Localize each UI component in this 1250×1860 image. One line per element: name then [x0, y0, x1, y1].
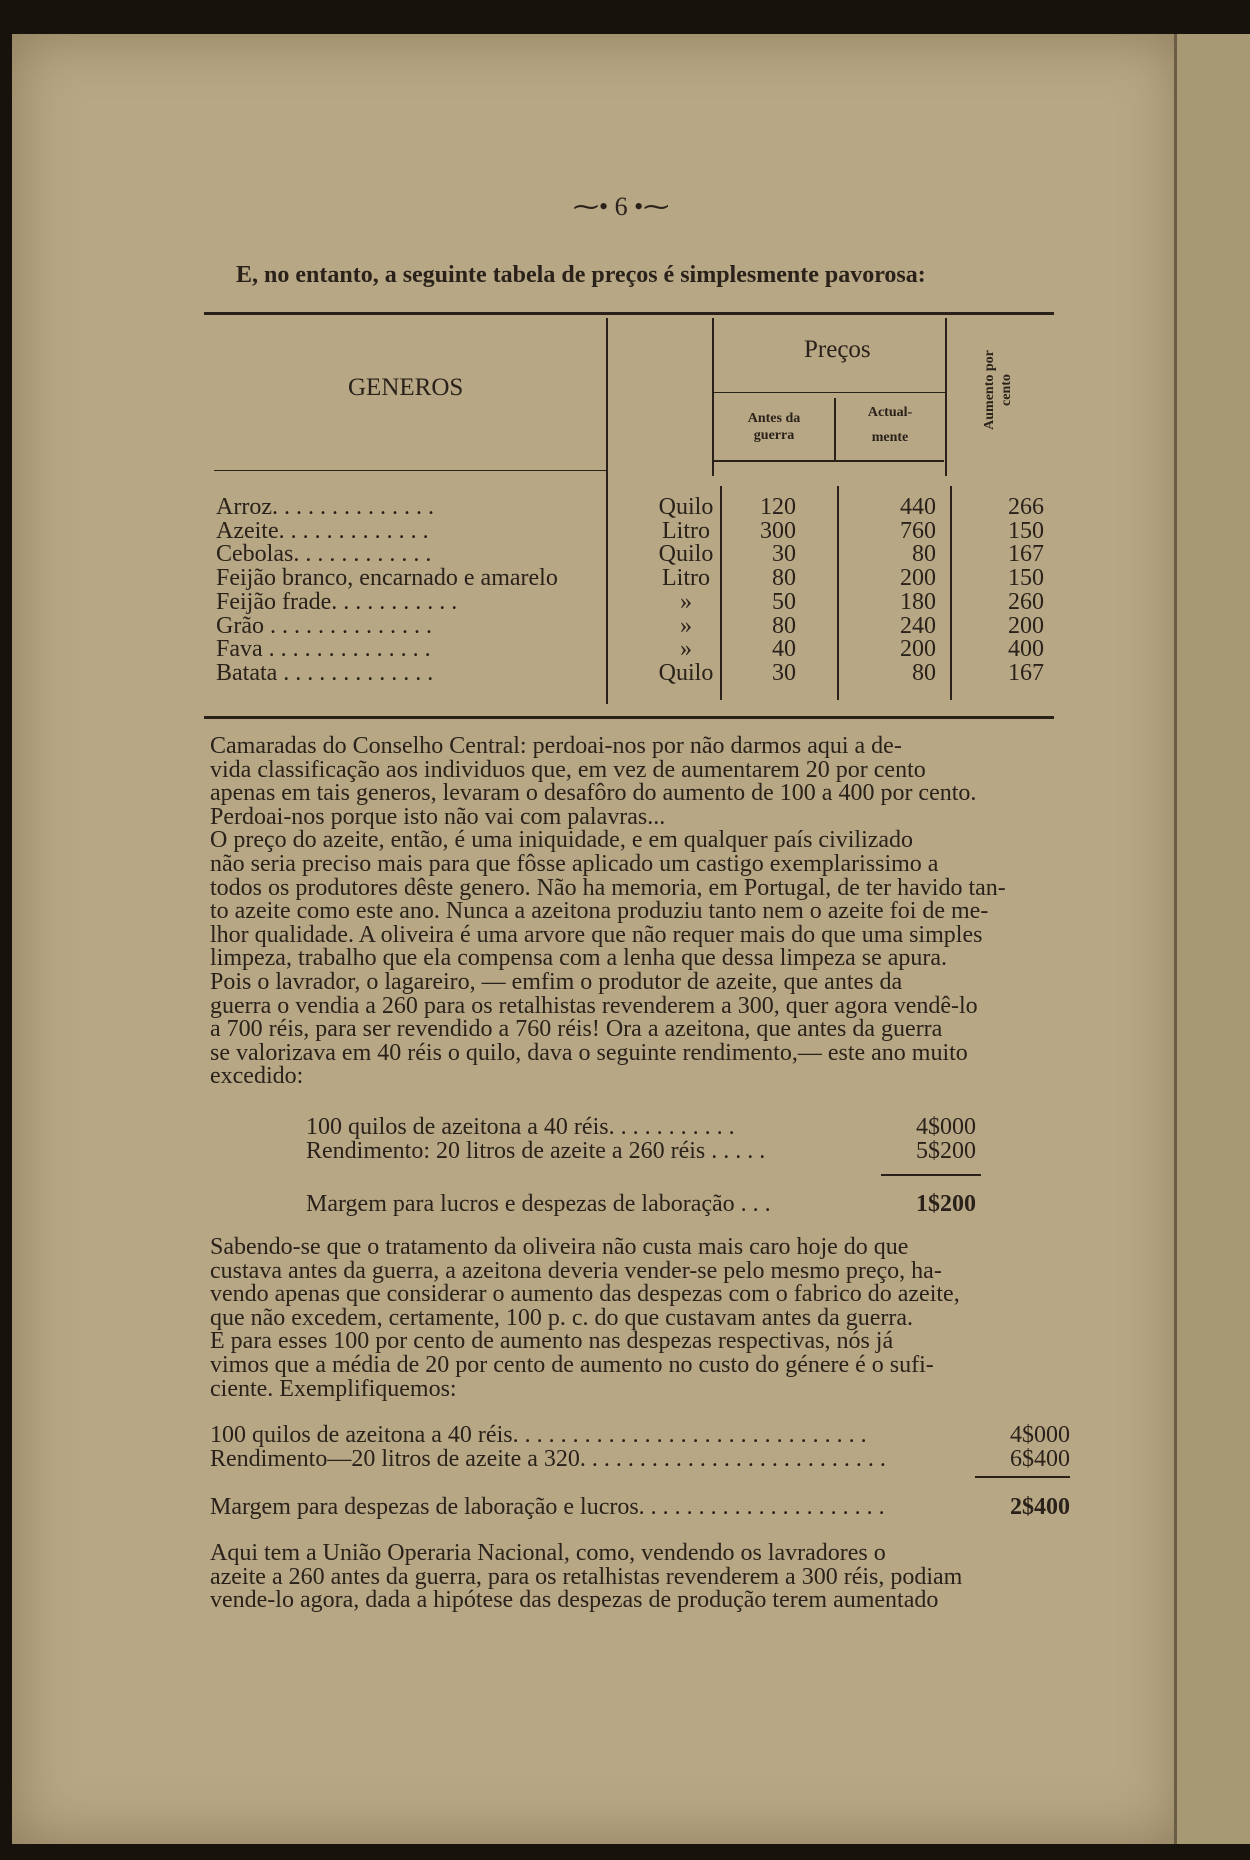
cell-name: Batata . . . . . . . . . . . . .	[216, 659, 434, 686]
table-row	[216, 518, 1064, 542]
cell-antes: 300	[760, 517, 796, 544]
calc-row-label: 100 quilos de azeitona a 40 réis. . . . . . . . . . .	[306, 1114, 735, 1140]
cell-antes: 50	[772, 588, 796, 615]
cell-antes: 80	[772, 565, 796, 592]
table-bottom-rule	[204, 716, 1054, 719]
calc-total-value: 1$200	[916, 1191, 976, 1217]
cell-antes: 80	[772, 612, 796, 639]
cell-antes: 120	[760, 494, 796, 520]
adjacent-page-edge	[1174, 34, 1250, 1844]
text-line: excedido:	[210, 1063, 304, 1090]
text-line: apenas em tais generos, levaram o desafôro do aumento de 100 a 400 por cento.	[210, 780, 977, 807]
sum-rule	[881, 1174, 981, 1176]
table-vline	[834, 398, 836, 460]
cell-pct: 150	[1008, 517, 1044, 544]
cell-pct: 260	[1008, 588, 1044, 615]
text-line: Pois o lavrador, o lagareiro, — emfim o produtor de azeite, que antes da	[210, 968, 903, 995]
table-header-rule	[214, 470, 606, 471]
cell-unit: Quilo	[658, 659, 714, 686]
cell-actual: 80	[912, 541, 936, 568]
text-line: Camaradas do Conselho Central: perdoai-nos por não darmos aqui a de-	[210, 733, 902, 759]
table-row	[216, 636, 1064, 663]
header-precos: Preços	[804, 336, 871, 363]
table-top-rule	[204, 312, 1054, 315]
table-vline	[945, 318, 947, 476]
calc-row-value: 4$000	[1010, 1422, 1070, 1448]
cell-unit: Quilo	[658, 494, 714, 520]
calc-total-label: Margem para lucros e despezas de laboração . . .	[306, 1191, 771, 1217]
cell-actual: 760	[900, 517, 936, 544]
text-line: se valorizava em 40 réis o quilo, dava o seguinte rendimento,— este ano muito	[210, 1039, 968, 1066]
paragraph-3	[210, 1542, 1070, 1613]
calc-total-value: 2$400	[1010, 1494, 1070, 1520]
table-row	[216, 565, 1064, 592]
calc-row-label: Rendimento—20 litros de azeite a 320. . . . . . . . . . . . . . . . . . . . . . . . . .	[210, 1446, 886, 1472]
header-actual: Actual- mente	[867, 405, 913, 445]
text-line: azeite a 260 antes da guerra, para os retalhistas revenderem a 300 réis, podiam	[210, 1563, 963, 1590]
text-line: Sabendo-se que o tratamento da oliveira não custa mais caro hoje do que	[210, 1234, 909, 1260]
cell-name: Feijão frade. . . . . . . . . . .	[216, 588, 458, 615]
text-line: vendo apenas que considerar o aumento das despezas com o fabrico do azeite,	[210, 1281, 960, 1308]
cell-pct: 167	[1008, 541, 1044, 568]
cell-name: Arroz. . . . . . . . . . . . . .	[216, 494, 434, 520]
cell-name: Azeite. . . . . . . . . . . . .	[216, 517, 429, 544]
text-line: a 700 réis, para ser revendido a 760 réis! Ora a azeitona, que antes da guerra	[210, 1016, 943, 1043]
calc-total-label: Margem para despezas de laboração e lucros. . . . . . . . . . . . . . . . . . . . .	[210, 1494, 885, 1520]
cell-actual: 240	[900, 612, 936, 639]
table-vline	[720, 486, 722, 700]
cell-unit: »	[680, 612, 692, 639]
intro-sentence: E, no entanto, a seguinte tabela de preços é simplesmente pavorosa:	[236, 262, 926, 288]
cell-antes: 30	[772, 659, 796, 686]
cell-pct: 167	[1008, 659, 1044, 686]
text-line: guerra o vendia a 260 para os retalhistas revenderem a 300, quer agora vendê-lo	[210, 992, 978, 1019]
text-line: to azeite como este ano. Nunca a azeitona produziu tanto nem o azeite foi de me-	[210, 898, 989, 925]
paragraph-1	[210, 735, 1070, 1089]
cell-name: Cebolas. . . . . . . . . . . .	[216, 541, 432, 568]
text-line: vende-lo agora, dada a hipótese das despezas de produção terem aumentado	[210, 1587, 939, 1614]
cell-antes: 40	[772, 636, 796, 663]
cell-actual: 180	[900, 588, 936, 615]
text-line: O preço do azeite, então, é uma iniquidade, e em qualquer país civilizado	[210, 827, 914, 854]
table-row	[216, 494, 1064, 518]
calc-row-value: 4$000	[916, 1114, 976, 1140]
cell-name: Feijão branco, encarnado e amarelo	[216, 565, 558, 592]
page-number: ⁓• 6 •⁓	[573, 192, 670, 221]
table-row	[216, 613, 1064, 637]
calculation-1	[306, 1114, 986, 1224]
text-line: Perdoai-nos porque isto não vai com palavras...	[210, 803, 666, 830]
sum-rule	[975, 1476, 1070, 1478]
cell-unit: »	[680, 636, 692, 663]
calc-row-label: 100 quilos de azeitona a 40 réis. . . . . . . . . . . . . . . . . . . . . . . . . . . . . .	[210, 1422, 867, 1448]
cell-name: Grão . . . . . . . . . . . . . .	[216, 612, 432, 639]
text-line: todos os produtores dêste genero. Não ha memoria, em Portugal, de ter havido tan-	[210, 874, 1006, 901]
text-line: ciente. Exemplifiquemos:	[210, 1375, 457, 1402]
table-vline	[712, 318, 714, 476]
paragraph-2	[210, 1236, 1070, 1401]
cell-unit: »	[680, 588, 692, 615]
cell-unit: Litro	[662, 517, 710, 544]
header-antes: Antes da guerra	[747, 411, 801, 443]
header-aumento: Aumento por cento	[982, 350, 1014, 430]
header-generos: GENEROS	[348, 374, 464, 401]
text-line: lhor qualidade. A oliveira é uma arvore que não requer mais do que uma simples	[210, 921, 983, 948]
cell-actual: 80	[912, 659, 936, 686]
cell-actual: 200	[900, 565, 936, 592]
table-row	[216, 589, 1064, 613]
text-line: limpeza, trabalho que ela compensa com a lenha que dessa limpeza se apura.	[210, 945, 948, 972]
cell-actual: 200	[900, 636, 936, 663]
cell-actual: 440	[900, 494, 936, 520]
cell-pct: 400	[1008, 636, 1044, 663]
table-subrule	[712, 392, 945, 393]
table-row	[216, 660, 1064, 684]
table-vline	[950, 486, 952, 700]
cell-antes: 30	[772, 541, 796, 568]
cell-unit: Quilo	[658, 541, 714, 568]
text-line: que não excedem, certamente, 100 p. c. do que custavam antes da guerra.	[210, 1304, 914, 1331]
table-row	[216, 541, 1064, 568]
text-line: Aqui tem a União Operaria Nacional, como, vendendo os lavradores o	[210, 1540, 886, 1566]
text-line: E para esses 100 por cento de aumento nas despezas respectivas, nós já	[210, 1328, 894, 1355]
text-line: vimos que a média de 20 por cento de aumento no custo do génere é o sufi-	[210, 1351, 934, 1378]
text-line: custava antes da guerra, a azeitona deveria vender-se pelo mesmo preço, ha-	[210, 1257, 942, 1284]
text-line: não seria preciso mais para que fôsse aplicado um castigo exemplarissimo a	[210, 850, 939, 877]
calc-row-value: 6$400	[1010, 1446, 1070, 1472]
calc-row-label: Rendimento: 20 litros de azeite a 260 réis . . . . .	[306, 1138, 766, 1164]
cell-unit: Litro	[662, 565, 710, 592]
cell-name: Fava . . . . . . . . . . . . . .	[216, 636, 431, 663]
calculation-2	[210, 1422, 1070, 1522]
cell-pct: 150	[1008, 565, 1044, 592]
text-line: vida classificação aos individuos que, em vez de aumentarem 20 por cento	[210, 756, 926, 783]
cell-pct: 200	[1008, 612, 1044, 639]
cell-pct: 266	[1008, 494, 1044, 520]
table-vline	[837, 486, 839, 700]
calc-row-value: 5$200	[916, 1138, 976, 1164]
table-header-rule	[712, 460, 944, 462]
